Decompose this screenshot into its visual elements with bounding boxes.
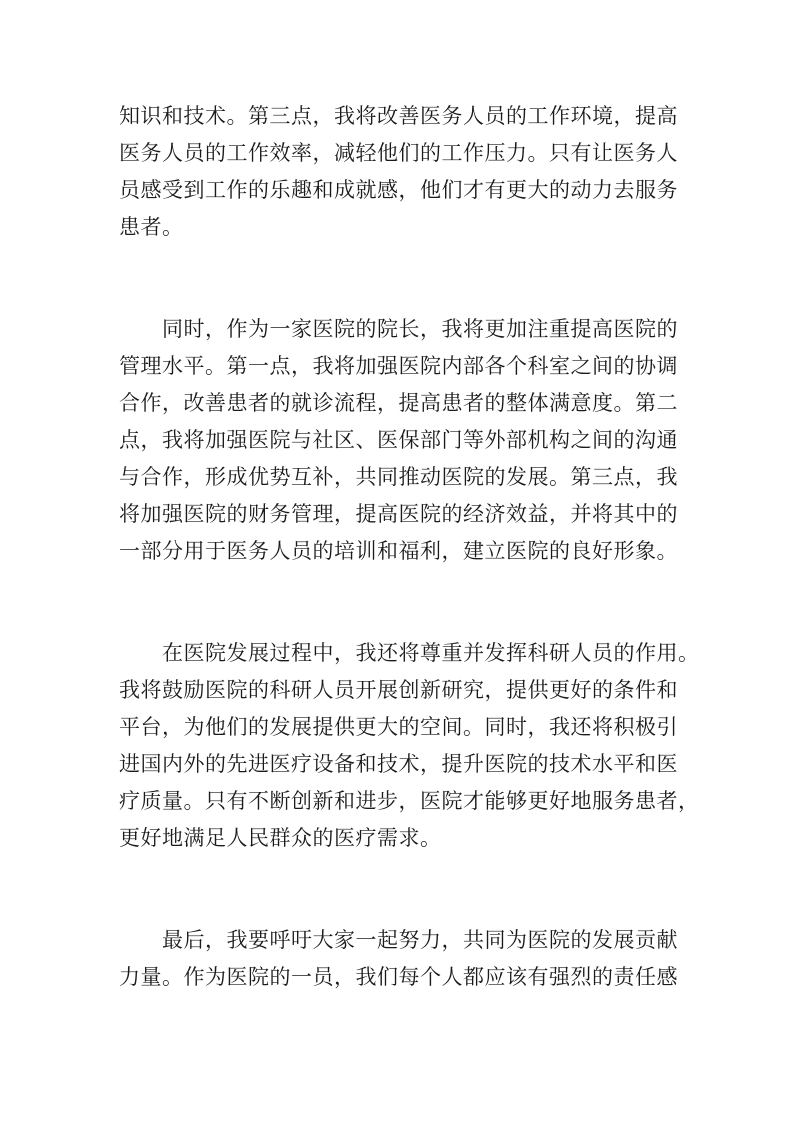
text-line: 同时，作为一家医院的院长，我将更加注重提高医院的: [119, 317, 678, 341]
text-line: 医务人员的工作效率，减轻他们的工作压力。只有让医务人: [119, 141, 678, 165]
text-line: 管理水平。第一点，我将加强医院内部各个科室之间的协调: [119, 354, 678, 378]
text-line: 员感受到工作的乐趣和成就感，他们才有更大的动力去服务: [119, 178, 678, 202]
paragraph-3: [119, 635, 700, 857]
paragraph-1: [119, 98, 679, 246]
text-line: 点，我将加强医院与社区、医保部门等外部机构之间的沟通: [119, 428, 678, 452]
document-body: [119, 98, 700, 996]
text-line: 我将鼓励医院的科研人员开展创新研究，提供更好的条件和: [119, 678, 678, 702]
paragraph-spacer: [119, 570, 679, 635]
text-line: 进国内外的先进医疗设备和技术，提升医院的技术水平和医: [119, 752, 678, 776]
paragraph-spacer: [119, 246, 679, 311]
text-line: 与合作，形成优势互补，共同推动医院的发展。第三点，我: [119, 465, 678, 489]
text-line: 疗质量。只有不断创新和进步，医院才能够更好地服务患者，: [119, 789, 700, 813]
text-line: 平台，为他们的发展提供更大的空间。同时，我还将积极引: [119, 715, 678, 739]
text-line: 患者。: [119, 215, 184, 239]
text-line: 一部分用于医务人员的培训和福利，建立医院的良好形象。: [119, 539, 678, 563]
paragraph-4: [119, 922, 679, 996]
text-line: 力量。作为医院的一员，我们每个人都应该有强烈的责任感: [119, 965, 678, 989]
paragraph-2: [119, 311, 679, 570]
text-line: 最后，我要呼吁大家一起努力，共同为医院的发展贡献: [119, 928, 678, 952]
text-line: 更好地满足人民群众的医疗需求。: [119, 826, 442, 850]
text-line: 将加强医院的财务管理，提高医院的经济效益，并将其中的: [119, 502, 678, 526]
text-line: 知识和技术。第三点，我将改善医务人员的工作环境，提高: [119, 104, 678, 128]
paragraph-spacer: [119, 857, 679, 922]
text-line: 在医院发展过程中，我还将尊重并发挥科研人员的作用。: [119, 641, 700, 665]
text-line: 合作，改善患者的就诊流程，提高患者的整体满意度。第二: [119, 391, 678, 415]
